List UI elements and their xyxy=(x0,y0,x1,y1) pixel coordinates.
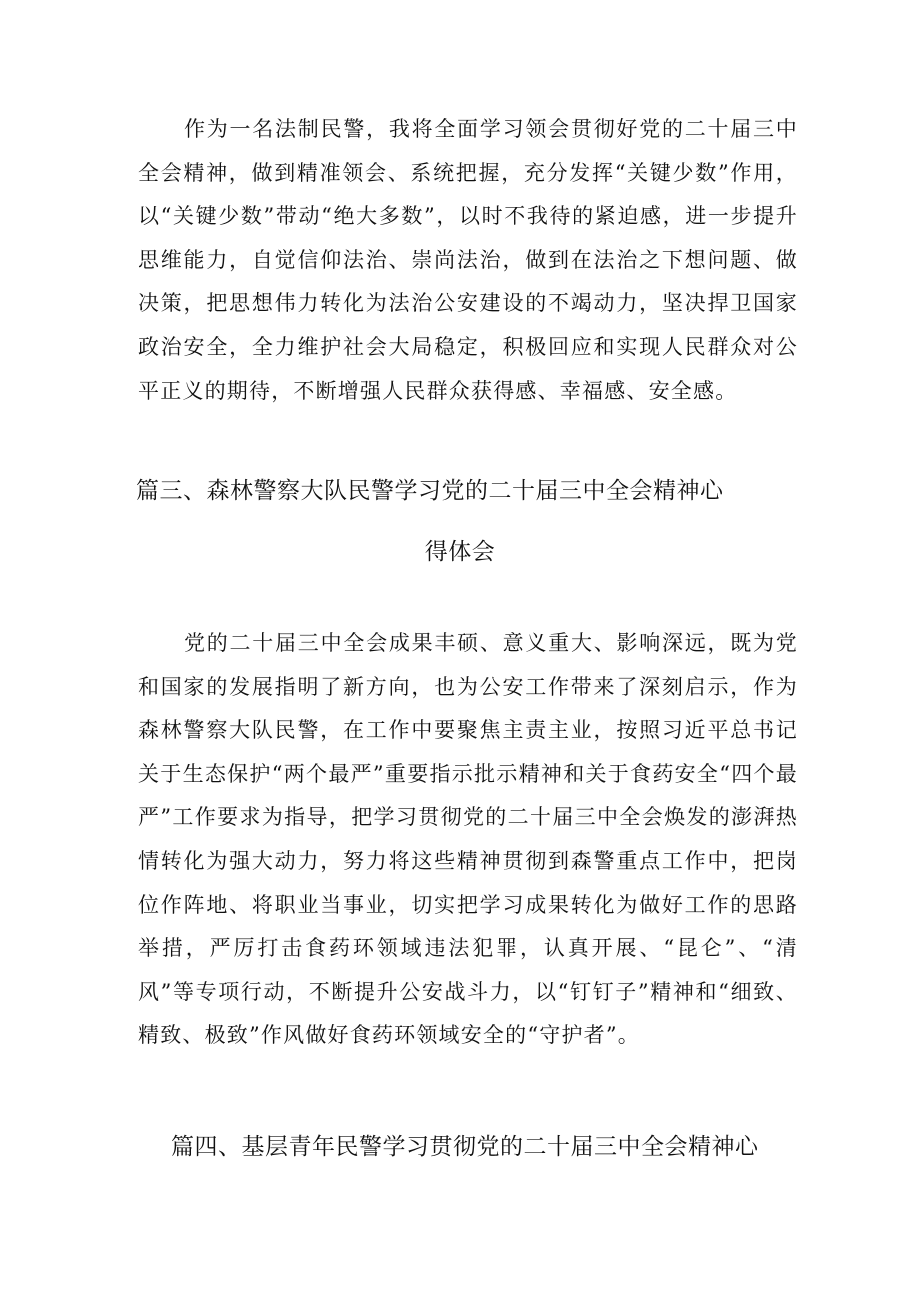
section-heading-4: 篇四、基层青年民警学习贯彻党的二十届三中全会精神心 xyxy=(171,1134,759,1160)
body-paragraph: 党的二十届三中全会成果丰硕、意义重大、影响深远，既为党和国家的发展指明了新方向，也为公安工作带来了深刻启示，作为森林警察大队民警，在工作中要聚焦主责主业，按照习近平总书记关于生态保护“两个最严”重要指示批示精神和关于食药安全“四个最严”工作要求为指导，把学习贯彻党的二十届三中全会焕发的澎湃热情转化为强大动力，努力将这些精神贯彻到森警重点工作中，把岗位作阵地、将职业当事业，切实把学习成果转化为做好工作的思路举措，严厉打击食药环领域违法犯罪，认真开展、“昆仑”、“清风”等专项行动，不断提升公安战斗力，以“钉钉子”精神和“细致、精致、极致”作风做好食药环领域安全的“守护者”。 xyxy=(138,631,798,1048)
section-heading-3-continued: 得体会 xyxy=(424,539,496,565)
section-heading-3: 篇三、森林警察大队民警学习党的二十届三中全会精神心 xyxy=(136,478,724,504)
body-paragraph: 作为一名法制民警，我将全面学习领会贯彻好党的二十届三中全会精神，做到精准领会、系统把握，充分发挥“关键少数”作用，以“关键少数”带动“绝大多数”，以时不我待的紧迫感，进一步提升思维能力，自觉信仰法治、崇尚法治，做到在法治之下想问题、做决策，把思想伟力转化为法治公安建设的不竭动力，坚决捍卫国家政治安全，全力维护社会大局稳定，积极回应和实现人民群众对公平正义的期待，不断增强人民群众获得感、幸福感、安全感。 xyxy=(138,117,798,403)
